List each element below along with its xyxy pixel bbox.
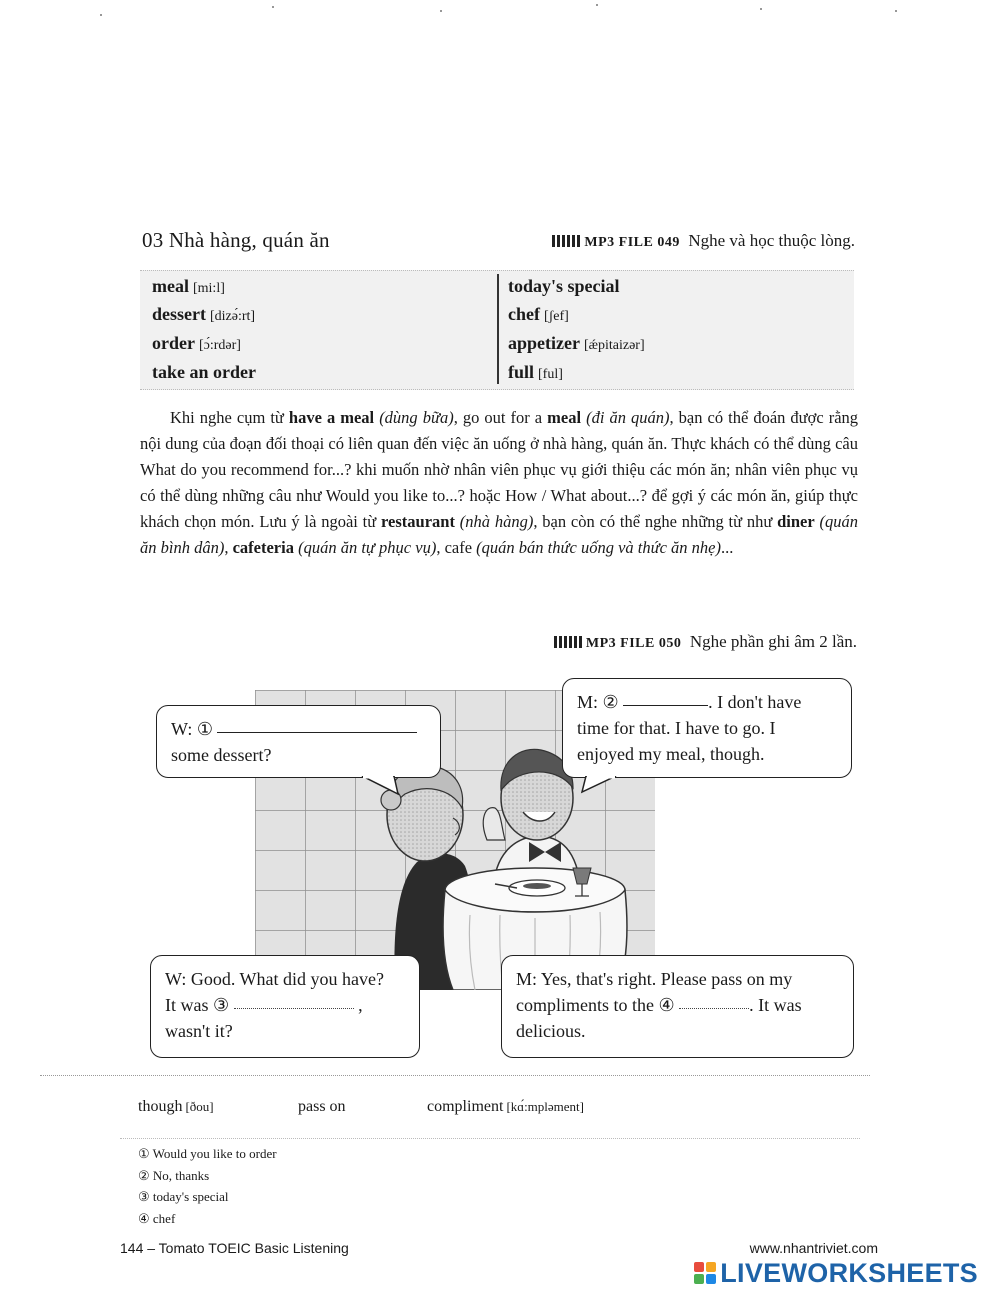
vocab-item: today's special [508,276,620,296]
dialog-text: compliments to the ④ [516,995,675,1015]
speech-bubble-man-4 [501,955,854,1058]
dialog-text: . It was [749,995,802,1015]
mp3-050-instruction [554,632,857,652]
section-divider [120,1138,860,1139]
dialog-line: wasn't it? [165,1021,233,1041]
answer-key-item: ④ chef [138,1211,176,1226]
vocab-item: take an order [152,362,256,382]
dialog-text: . I don't have [708,692,802,712]
dialog-line: delicious. [516,1021,586,1041]
mp3-label: MP3 FILE 050 [585,636,682,651]
page-footer: 144 – Tomato TOEIC Basic Listening [120,1240,349,1256]
scan-speck [272,6,274,8]
mp3-instruction: Nghe và học thuộc lòng. [688,231,855,250]
speech-bubble-man-2 [562,678,852,778]
dialog-line: some dessert? [171,745,272,765]
vocab-item: appetizer [ǽpitaizər] [508,333,645,353]
vocab-item: dessert [dizə́:rt] [152,304,256,324]
intro-paragraph: Khi nghe cụm từ have a meal (dùng bữa), go out for a meal (đi ăn quán), bạn có thể đoán được rằng nội dung của đoạn đối thoại có liên quan đến việc ăn uống ở nhà hàng, quán ăn. Thực khách có thể dùng câu What do you recommend for...? khi muốn nhờ nhân viên phục vụ giới thiệu các món ăn; nhân viên phục vụ có thể dùng những câu như Would you like to...? hoặc How / What about...? để gợi ý các món ăn, giúp thực khách chọn món. Lưu ý là ngoài từ restaurant (nhà hàng), bạn còn có thể nghe những từ như diner (quán ăn bình dân), cafeteria (quán ăn tự phục vụ), cafe (quán bán thức uống và thức ăn nhẹ)... [140,408,859,557]
answer-key-item: ③ today's special [138,1189,229,1204]
audio-icon [552,235,580,247]
dialog-line: time for that. I have to go. I [577,718,776,738]
mp3-049-instruction [552,231,855,251]
answer-key-item: ① Would you like to order [138,1146,277,1161]
mp3-instruction: Nghe phần ghi âm 2 lần. [689,632,857,651]
vocab-item: chef [ʃef] [508,304,569,324]
scan-speck [596,4,598,6]
answer-blank-2[interactable] [623,705,708,706]
answer-blank-4[interactable] [679,1008,749,1009]
scan-speck [895,10,897,12]
vocab-item: order [ɔ́:rdər] [152,333,241,353]
section-divider [40,1075,870,1076]
speech-bubble-woman-1 [156,705,441,778]
mp3-label: MP3 FILE 049 [584,235,680,250]
bubble-tail [360,776,400,798]
bubble-tail [580,776,620,796]
answer-blank-1[interactable] [217,732,417,733]
footer-url: www.nhantriviet.com [749,1240,878,1256]
scan-speck [440,10,442,12]
dialog-line: W: Good. What did you have? [165,969,384,989]
speaker-label: M: ② [577,692,619,712]
scan-speck [760,8,762,10]
dialog-text: , [358,995,363,1015]
scan-speck [100,14,102,16]
vocab-item: meal [mi:l] [152,276,225,296]
liveworksheets-logo [694,1258,978,1288]
liveworksheets-brand: LIVEWORKSHEETS [720,1257,978,1288]
dialog-text: It was ③ [165,995,230,1015]
vocab-item: full [ful] [508,362,563,382]
speech-bubble-woman-3 [150,955,420,1058]
bottom-vocab-item: though [ðou] [138,1098,214,1115]
section-title: 03 Nhà hàng, quán ăn [142,228,330,252]
vocab-divider [497,274,499,384]
liveworksheets-logo-icon [694,1262,716,1284]
dialog-line: enjoyed my meal, though. [577,744,765,764]
audio-icon [554,636,582,648]
speaker-label: W: ① [171,719,213,739]
dialog-line: M: Yes, that's right. Please pass on my [516,969,793,989]
bottom-vocab-item: compliment [kɑ́:mplәment] [427,1098,584,1115]
answer-key-item: ② No, thanks [138,1168,210,1183]
bottom-vocab-item: pass on [298,1098,346,1115]
answer-blank-3[interactable] [234,1008,354,1009]
